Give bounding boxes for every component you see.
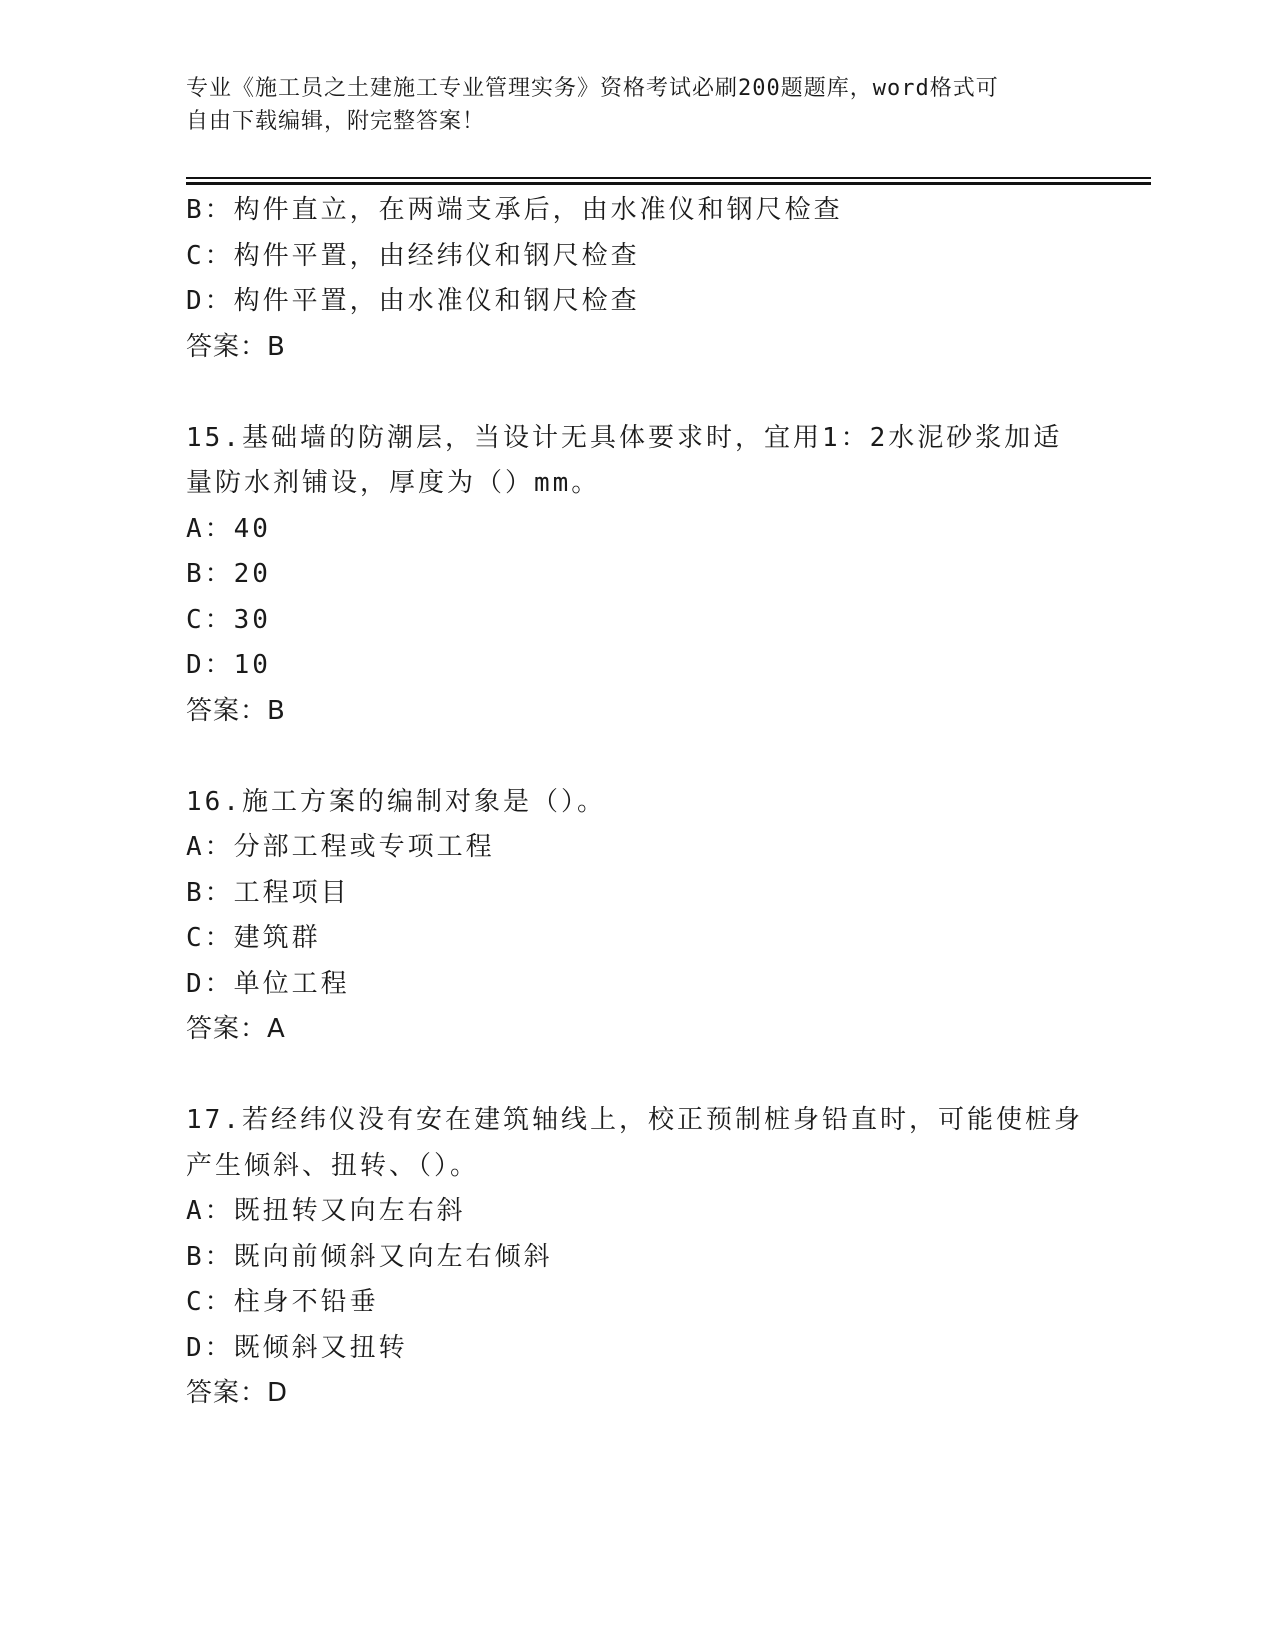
option-d: D：既倾斜又扭转 (186, 1332, 408, 1363)
answer-line: 答案：B (186, 695, 286, 726)
option-c: C：构件平置，由经纬仪和钢尺检查 (186, 240, 640, 271)
question-stem-line-2: 量防水剂铺设，厚度为（）mm。 (186, 468, 601, 498)
option-c: C：建筑群 (186, 923, 321, 953)
option-b: B：构件直立，在两端支承后，由水准仪和钢尺检查 (186, 195, 843, 225)
answer-line: 答案：D (186, 1378, 289, 1408)
option-b: B：工程项目 (186, 877, 350, 908)
option-d: D：构件平置，由水准仪和钢尺检查 (186, 286, 640, 316)
header-title-line-2: 自由下载编辑，附完整答案！ (186, 109, 486, 134)
option-b: B：20 (186, 559, 271, 589)
option-d: D：单位工程 (186, 968, 350, 999)
option-d: D：10 (186, 650, 271, 680)
option-c: C：30 (186, 604, 271, 635)
question-stem-line-1: 17.若经纬仪没有安在建筑轴线上，校正预制桩身铅直时，可能使桩身 (186, 1105, 1083, 1135)
question-stem-line-2: 产生倾斜、扭转、（）。 (186, 1150, 480, 1181)
option-c: C：柱身不铅垂 (186, 1287, 379, 1317)
option-a: A：分部工程或专项工程 (186, 832, 495, 862)
question-list (186, 188, 1146, 1417)
question-stem-line-1: 15.基础墙的防潮层，当设计无具体要求时，宜用1：2水泥砂浆加适 (186, 422, 1063, 453)
header-divider-thick (186, 182, 1151, 185)
document-header (186, 72, 1076, 138)
option-b: B：既向前倾斜又向左右倾斜 (186, 1241, 553, 1272)
answer-line: 答案：A (186, 1014, 286, 1044)
question-16 (186, 780, 1146, 1053)
spacer (186, 370, 1146, 416)
previous-question-tail (186, 188, 1146, 370)
header-title-line-1: 专业《施工员之土建施工专业管理实务》资格考试必刷200题题库，word格式可 (186, 76, 999, 101)
question-stem-line-1: 16.施工方案的编制对象是（）。 (186, 786, 606, 817)
option-a: A：40 (186, 513, 271, 544)
answer-line: 答案：B (186, 331, 286, 362)
question-17 (186, 1098, 1146, 1417)
spacer (186, 734, 1146, 780)
spacer (186, 1053, 1146, 1099)
header-divider-thin (186, 177, 1151, 179)
question-15 (186, 416, 1146, 735)
option-a: A：既扭转又向左右斜 (186, 1196, 466, 1226)
